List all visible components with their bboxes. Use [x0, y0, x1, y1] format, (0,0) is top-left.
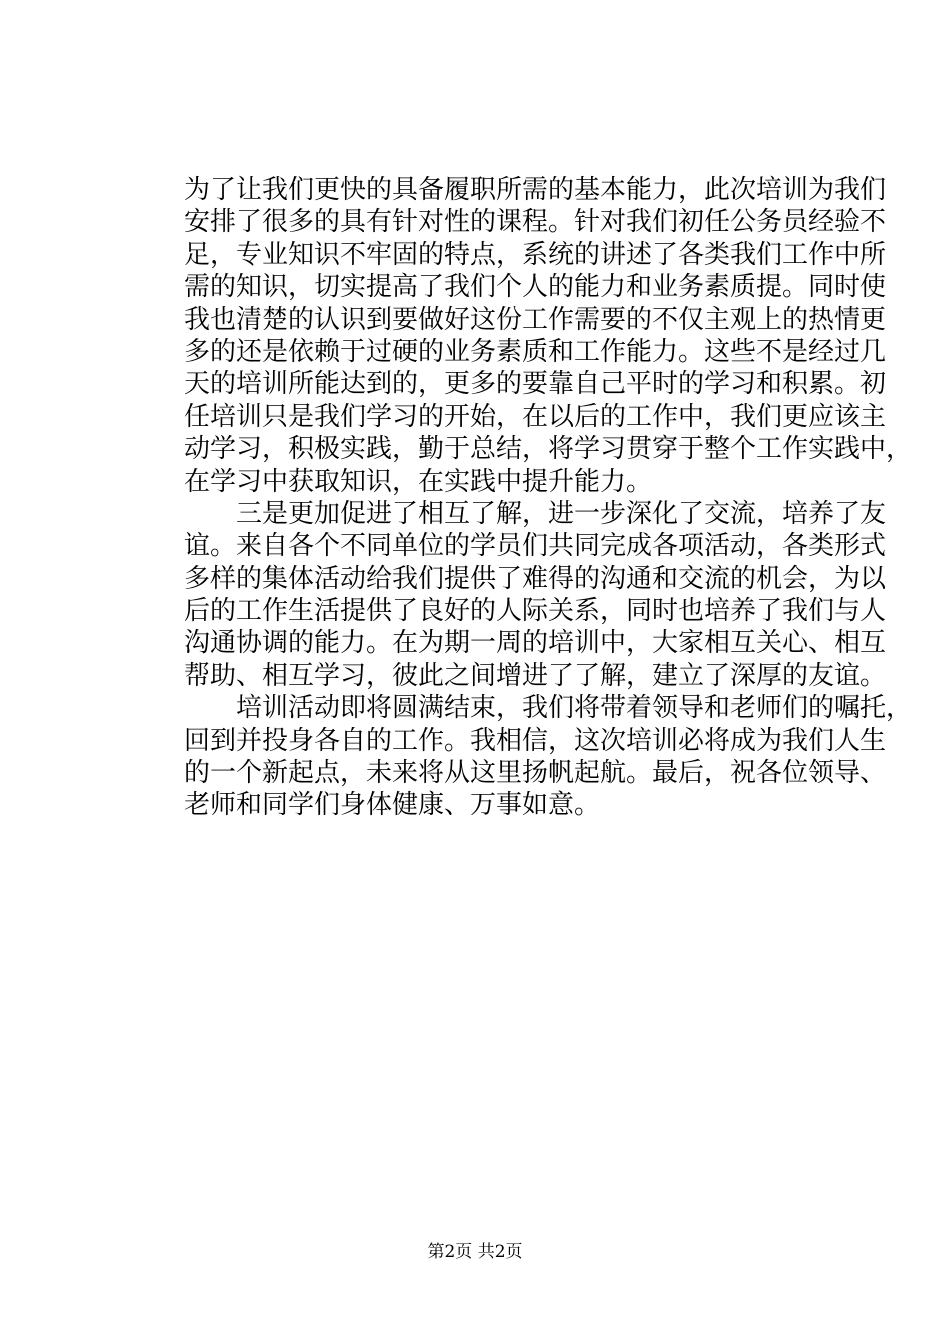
- text-line: 帮助、相互学习，彼此之间增进了了解，建立了深厚的友谊。: [184, 660, 887, 691]
- body-text: [184, 174, 913, 822]
- text-line: 培训活动即将圆满结束，我们将带着领导和老师们的嘱托，: [184, 693, 913, 724]
- text-line: 的一个新起点，未来将从这里扬帆起航。最后，祝各位领导、: [184, 758, 887, 789]
- text-line: 动学习，积极实践，勤于总结，将学习贯穿于整个工作实践中，: [184, 434, 913, 465]
- page-number-footer: 第2页 共2页: [427, 1242, 523, 1262]
- text-line: 沟通协调的能力。在为期一周的培训中，大家相互关心、相互: [184, 628, 887, 659]
- text-line: 回到并投身各自的工作。我相信，这次培训必将成为我们人生: [184, 725, 887, 756]
- text-line: 安排了很多的具有针对性的课程。针对我们初任公务员经验不: [184, 207, 887, 238]
- text-line: 后的工作生活提供了良好的人际关系，同时也培养了我们与人: [184, 596, 887, 627]
- text-line: 多样的集体活动给我们提供了难得的沟通和交流的机会，为以: [184, 563, 887, 594]
- text-line: 足，专业知识不牢固的特点，系统的讲述了各类我们工作中所: [184, 239, 887, 270]
- text-line: 需的知识，切实提高了我们个人的能力和业务素质提。同时使: [184, 272, 887, 303]
- text-line: 多的还是依赖于过硬的业务素质和工作能力。这些不是经过几: [184, 336, 887, 367]
- text-line: 老师和同学们身体健康、万事如意。: [184, 790, 601, 821]
- text-line: 三是更加促进了相互了解，进一步深化了交流，培养了友: [184, 498, 887, 529]
- text-line: 为了让我们更快的具备履职所需的基本能力，此次培训为我们: [184, 175, 887, 205]
- text-line: 天的培训所能达到的，更多的要靠自己平时的学习和积累。初: [184, 369, 887, 400]
- text-line: 谊。来自各个不同单位的学员们共同完成各项活动，各类形式: [184, 531, 887, 562]
- text-line: 任培训只是我们学习的开始，在以后的工作中，我们更应该主: [184, 401, 887, 432]
- text-line: 在学习中获取知识，在实践中提升能力。: [184, 466, 653, 497]
- text-line: 我也清楚的认识到要做好这份工作需要的不仅主观上的热情更: [184, 304, 887, 335]
